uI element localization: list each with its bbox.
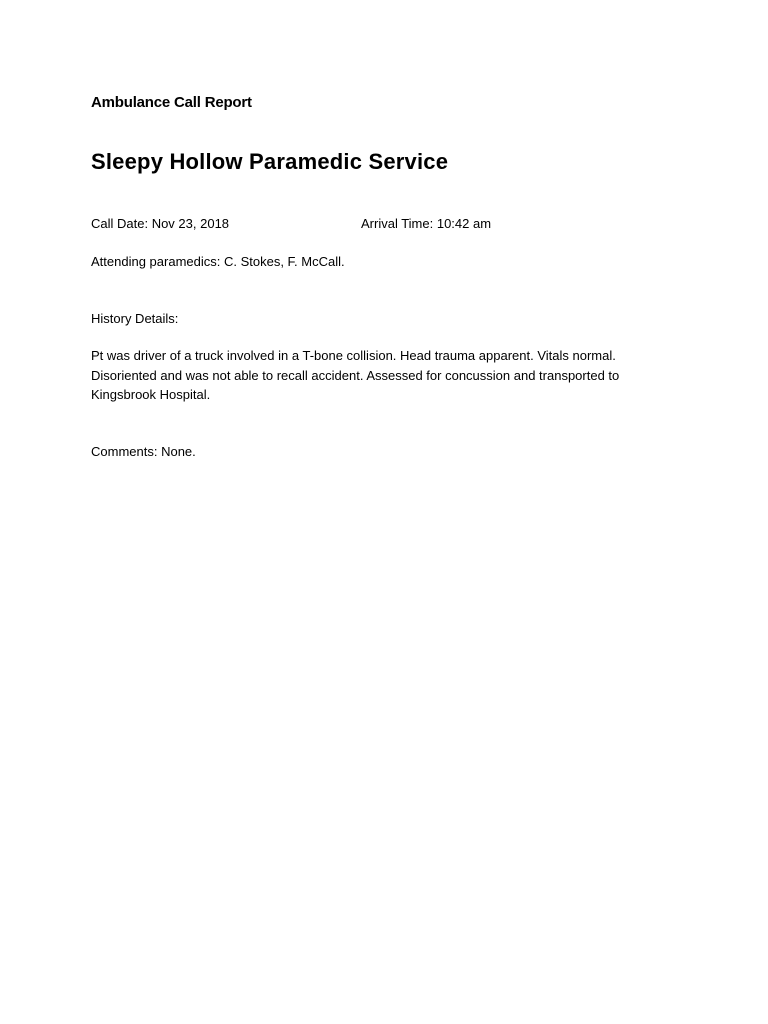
history-details-text: Pt was driver of a truck involved in a T-bone collision. Head trauma apparent. Vitals normal. Disoriented and was not able to recall accident. Assessed for concussion and transported to Kingsbrook Hospital.: [91, 348, 620, 402]
service-name-title: Sleepy Hollow Paramedic Service: [91, 149, 449, 174]
history-details-label: History Details:: [91, 311, 179, 326]
report-type-heading: Ambulance Call Report: [91, 94, 252, 111]
arrival-time: Arrival Time: 10:42 am: [361, 216, 492, 231]
comments: Comments: None.: [91, 444, 196, 459]
call-date: Call Date: Nov 23, 2018: [91, 216, 230, 231]
attending-paramedics: Attending paramedics: C. Stokes, F. McCall.: [91, 254, 345, 269]
